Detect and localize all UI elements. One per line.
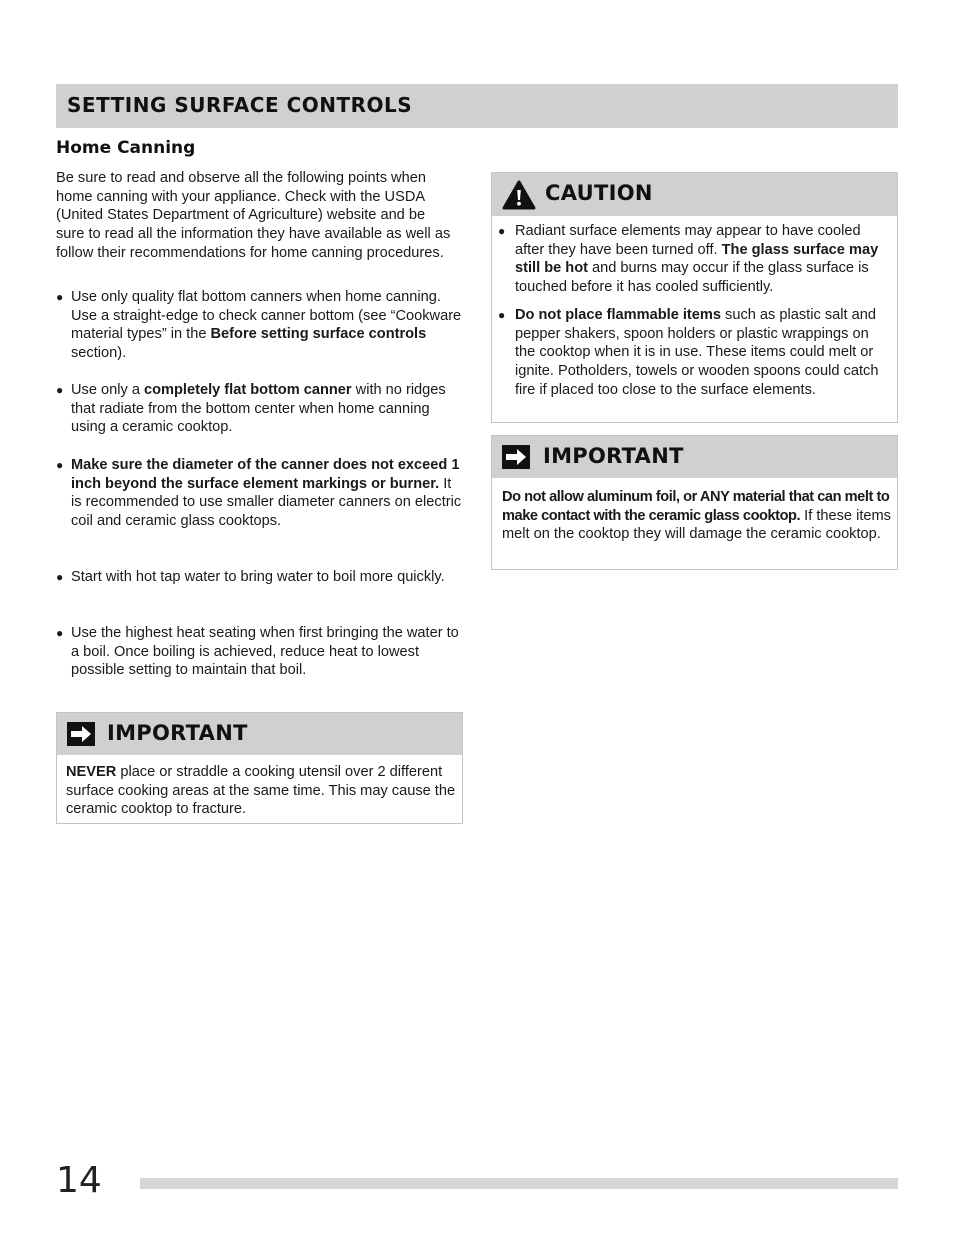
caution-title: CAUTION: [545, 181, 653, 205]
bullet-dot: ●: [56, 570, 64, 584]
important-body: [66, 763, 460, 819]
important-box-left: [56, 712, 463, 824]
list-item: [56, 568, 464, 587]
bullet-bold: Before setting surface controls: [210, 326, 427, 343]
caution-box: [491, 172, 898, 423]
list-item: [56, 288, 464, 363]
list-item: [498, 222, 890, 297]
bullet-text: It is recommended to use smaller diameter canners on electric coil and ceramic glass cooktops.: [71, 475, 462, 530]
important-bold-text: Do not allow aluminum foil, or ANY material that can melt to make contact with the ceramic glass cooktop.: [502, 489, 890, 524]
bullet-dot: ●: [56, 626, 64, 640]
bullet-text: with no ridges that radiate from the bottom center when home canning using a ceramic cooktop.: [71, 382, 446, 436]
bullet-dot: ●: [56, 383, 64, 397]
list-item: [56, 456, 464, 531]
important-box-header: [57, 713, 462, 755]
footer-divider: [140, 1178, 898, 1189]
page-number: 14: [56, 1160, 102, 1201]
bullet-dot: ●: [498, 308, 506, 322]
arrow-right-icon: [502, 445, 530, 469]
section-title: SETTING SURFACE CONTROLS: [67, 93, 413, 117]
bullet-bold: Do not place flammable items: [515, 307, 721, 323]
list-item: [56, 624, 464, 680]
bullet-text: such as plastic salt and pepper shakers, spoon holders or plastic wrappings on the cooktop when it is in use. These items could melt or ignite. Potholders, towels or wooden spoons could catch fire if placed too close to the surface elements.: [515, 307, 879, 398]
section-header: [56, 84, 898, 128]
bullet-bold: completely flat bottom canner: [144, 382, 352, 398]
bullet-text: section).: [71, 345, 127, 362]
home-canning-intro: Be sure to read and observe all the following points when home canning with your appliance. Check with the USDA (United States Department of Agriculture) website and be sure to read all the information they have available as well as follow their recommendations for home canning procedures.: [56, 170, 451, 261]
bullet-text: Use only quality flat bottom canners when home canning. Use a straight-edge to check canner bottom (see “Cookware material types” in the: [71, 289, 462, 343]
important-title: IMPORTANT: [107, 721, 248, 745]
important-box-right: [491, 435, 898, 570]
important-title: IMPORTANT: [543, 444, 684, 468]
bullet-dot: ●: [56, 458, 64, 472]
important-box-header: [492, 436, 897, 478]
list-item: [498, 306, 890, 400]
bullet-dot: ●: [56, 290, 64, 304]
bullet-text: and burns may occur if the glass surface is touched before it has cooled sufficiently.: [515, 260, 869, 296]
bullet-bold: The glass surface may still be hot: [515, 241, 879, 277]
bullet-text: Radiant surface elements may appear to have cooled after they have been turned off.: [515, 223, 861, 258]
important-text: If these items melt on the cooktop they will damage the ceramic cooktop.: [502, 507, 891, 543]
caution-box-header: [492, 173, 897, 216]
list-item: [56, 381, 464, 437]
home-canning-heading: Home Canning: [56, 138, 196, 158]
bullet-text: Use the highest heat seating when first bringing the water to a boil. Once boiling is achieved, reduce heat to lowest possible setting to maintain that boil.: [71, 625, 459, 679]
bullet-text: Start with hot tap water to bring water to boil more quickly.: [71, 569, 445, 585]
warning-icon: [502, 180, 536, 215]
important-bold-lead: NEVER: [66, 764, 117, 780]
arrow-right-icon: [67, 722, 95, 746]
bullet-text: Use only a: [71, 382, 145, 398]
bullet-bold: Make sure the diameter of the canner does not exceed 1 inch beyond the surface element markings or burner.: [71, 457, 460, 492]
bullet-dot: ●: [498, 224, 506, 238]
important-body: [502, 488, 892, 544]
important-text: place or straddle a cooking utensil over 2 different surface cooking areas at the same time. This may cause the ceramic cooktop to fracture.: [66, 764, 456, 818]
